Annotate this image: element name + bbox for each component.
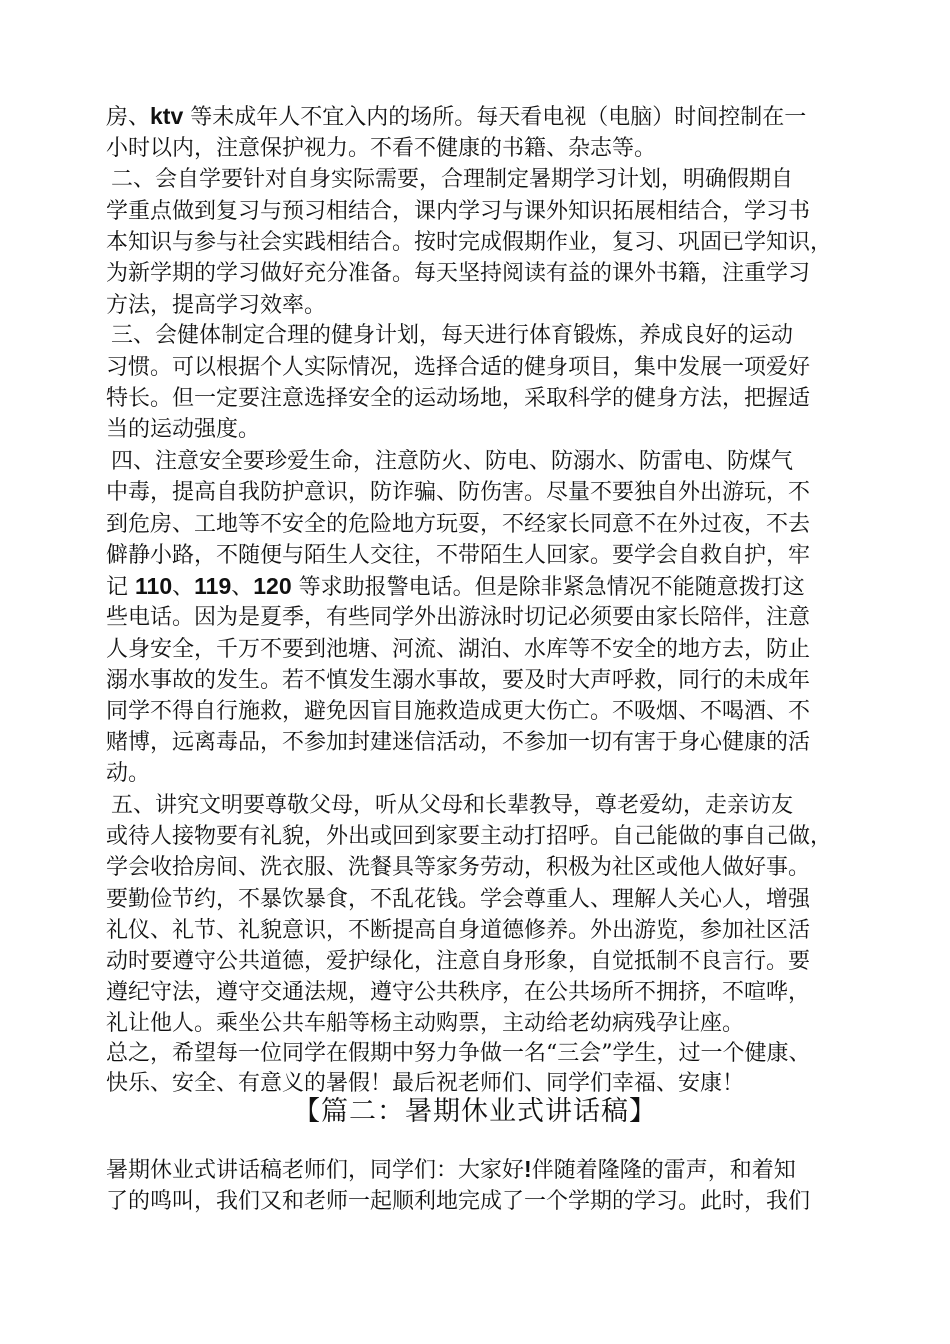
paragraph-five-line: 礼仪、礼节、礼貌意识，不断提高自身道德修养。外出游览，参加社区活 bbox=[106, 918, 811, 943]
paragraph-four-line: 僻静小路，不随便与陌生人交往，不带陌生人回家。要学会自救自护，牢 bbox=[106, 543, 811, 568]
paragraph-four-line: 人身安全，千万不要到池塘、河流、湖泊、水库等不安全的地方去，防止 bbox=[106, 637, 811, 662]
paragraph-two-line: 本知识与参与社会实践相结合。按时完成假期作业，复习、巩固已学知识， bbox=[106, 230, 833, 255]
phone-number: 110 bbox=[135, 573, 173, 599]
text-run: 记 bbox=[106, 575, 135, 600]
paragraph-five-line: 礼让他人。乘坐公共车船等杨主动购票，主动给老幼病残孕让座。 bbox=[106, 1011, 745, 1036]
text-line bbox=[106, 101, 806, 132]
paragraph-four-line: 四、注意安全要珍爱生命，注意防火、防电、防溺水、防雷电、防煤气 bbox=[111, 449, 794, 474]
text-run: 暑期休业式讲话稿老师们，同学们：大家好 bbox=[106, 1158, 525, 1183]
text-run: 、 bbox=[231, 575, 254, 600]
paragraph-five-line: 遵纪守法，遵守交通法规，遵守公共秩序，在公共场所不拥挤，不喧哗， bbox=[106, 980, 811, 1005]
text-run-latin: ktv bbox=[150, 103, 184, 129]
paragraph-three-line: 当的运动强度。 bbox=[106, 417, 261, 442]
paragraph-two-line: 二、会自学要针对自身实际需要，合理制定暑期学习计划，明确假期自 bbox=[111, 167, 794, 192]
phone-number: 119 bbox=[194, 573, 232, 599]
text-run: 等求助报警电话。但是除非紧急情况不能随意拨打这 bbox=[291, 575, 805, 600]
paragraph-three-line: 三、会健体制定合理的健身计划，每天进行体育锻炼，养成良好的运动 bbox=[111, 323, 794, 348]
paragraph-five-line: 学会收拾房间、洗衣服、洗餐具等家务劳动，积极为社区或他人做好事。 bbox=[106, 855, 811, 880]
paragraph-three-line: 习惯。可以根据个人实际情况，选择合适的健身项目，集中发展一项爱好 bbox=[106, 355, 811, 380]
paragraph-four-line: 同学不得自行施救，避免因盲目施救造成更大伤亡。不吸烟、不喝酒、不 bbox=[106, 699, 811, 724]
paragraph-four-line: 到危房、工地等不安全的危险地方玩耍，不经家长同意不在外过夜，不去 bbox=[106, 512, 811, 537]
text-run: 房、 bbox=[106, 105, 151, 130]
paragraph-four-line: 赌博，远离毒品，不参加封建迷信活动，不参加一切有害于身心健康的活 bbox=[106, 730, 811, 755]
paragraph-four-line: 些电话。因为是夏季，有些同学外出游泳时切记必须要由家长陪伴，注意 bbox=[106, 605, 811, 630]
paragraph-four-line bbox=[106, 571, 805, 602]
paragraph-five-line: 或待人接物要有礼貌，外出或回到家要主动打招呼。自己能做的事自己做， bbox=[106, 824, 833, 849]
paragraph-four-line: 溺水事故的发生。若不慎发生溺水事故，要及时大声呼救，同行的未成年 bbox=[106, 668, 811, 693]
section-heading: 【篇二：暑期休业式讲话稿】 bbox=[293, 1096, 657, 1127]
paragraph-five-line: 五、讲究文明要尊敬父母，听从父母和长辈教导，尊老爱幼，走亲访友 bbox=[111, 793, 794, 818]
text-run: 伴随着隆隆的雷声，和着知 bbox=[531, 1158, 796, 1183]
paragraph-five-line: 动时要遵守公共道德，爱护绿化，注意自身形象，自觉抵制不良言行。要 bbox=[106, 949, 811, 974]
paragraph-five-line: 要勤俭节约，不暴饮暴食，不乱花钱。学会尊重人、理解人关心人，增强 bbox=[106, 887, 811, 912]
text-run: 、 bbox=[172, 575, 195, 600]
text-run-latin: ! bbox=[524, 1156, 532, 1182]
next-paragraph-line: 了的鸣叫，我们又和老师一起顺利地完成了一个学期的学习。此时，我们 bbox=[106, 1189, 811, 1214]
paragraph-two-line: 为新学期的学习做好充分准备。每天坚持阅读有益的课外书籍，注重学习 bbox=[106, 261, 811, 286]
paragraph-three-line: 特长。但一定要注意选择安全的运动场地，采取科学的健身方法，把握适 bbox=[106, 386, 811, 411]
summary-line: 总之，希望每一位同学在假期中努力争做一名“三会”学生，过一个健康、 bbox=[106, 1041, 811, 1066]
paragraph-four-line: 中毒，提高自我防护意识，防诈骗、防伤害。尽量不要独自外出游玩，不 bbox=[106, 480, 811, 505]
next-paragraph-line bbox=[106, 1154, 796, 1185]
paragraph-two-line: 学重点做到复习与预习相结合，课内学习与课外知识拓展相结合，学习书 bbox=[106, 199, 811, 224]
paragraph-two-line: 方法，提高学习效率。 bbox=[106, 293, 327, 318]
summary-line: 快乐、安全、有意义的暑假！最后祝老师们、同学们幸福、安康！ bbox=[106, 1071, 745, 1096]
text-run: 等未成年人不宜入内的场所。每天看电视（电脑）时间控制在一 bbox=[183, 105, 807, 130]
phone-number: 120 bbox=[253, 573, 292, 599]
text-line: 小时以内，注意保护视力。不看不健康的书籍、杂志等。 bbox=[106, 136, 657, 161]
paragraph-four-line: 动。 bbox=[106, 761, 151, 786]
